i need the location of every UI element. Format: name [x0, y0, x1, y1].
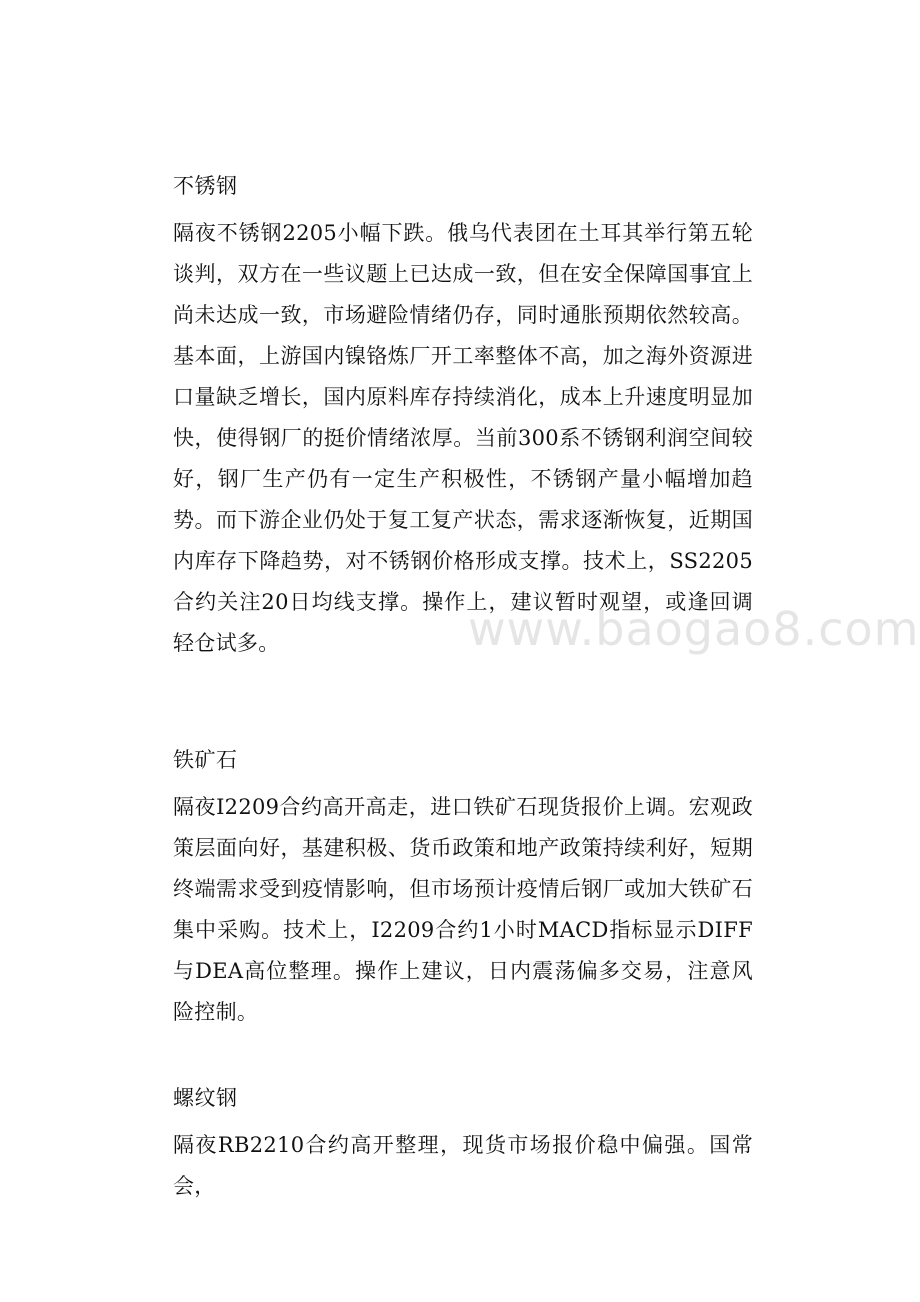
section-body: 隔夜I2209合约高开高走，进口铁矿石现货报价上调。宏观政策层面向好，基建积极、货币政策和地产政策持续利好，短期终端需求受到疫情影响，但市场预计疫情后钢厂或加大铁矿石集中采购。技术上，I2209合约1小时MACD指标显示DIFF与DEA高位整理。操作上建议，日内震荡偏多交易，注意风险控制。	[173, 795, 753, 1024]
watermark: www.baogao8.com	[468, 602, 920, 656]
section-stainless-steel	[173, 171, 753, 664]
section-heading: 铁矿石	[173, 748, 238, 772]
section-heading: 不锈钢	[173, 174, 238, 198]
section-iron-ore	[173, 745, 753, 1033]
section-body: 隔夜不锈钢2205小幅下跌。俄乌代表团在土耳其举行第五轮谈判，双方在一些议题上已达成一致，但在安全保障国事宜上尚未达成一致，市场避险情绪仍存，同时通胀预期依然较高。基本面，上游国内镍铬炼厂开工率整体不高，加之海外资源进口量缺乏增长，国内原料库存持续消化，成本上升速度明显加快，使得钢厂的挺价情绪浓厚。当前300系不锈钢利润空间较好，钢厂生产仍有一定生产积极性，不锈钢产量小幅增加趋势。而下游企业仍处于复工复产状态，需求逐渐恢复，近期国内库存下降趋势，对不锈钢价格形成支撑。技术上，SS2205合约关注20日均线支撑。操作上，建议暂时观望，或逢回调轻仓试多。	[173, 221, 753, 655]
section-heading: 螺纹钢	[173, 1086, 238, 1110]
section-rebar	[173, 1083, 753, 1207]
section-body: 隔夜RB2210合约高开整理，现货市场报价稳中偏强。国常会，	[173, 1133, 753, 1198]
